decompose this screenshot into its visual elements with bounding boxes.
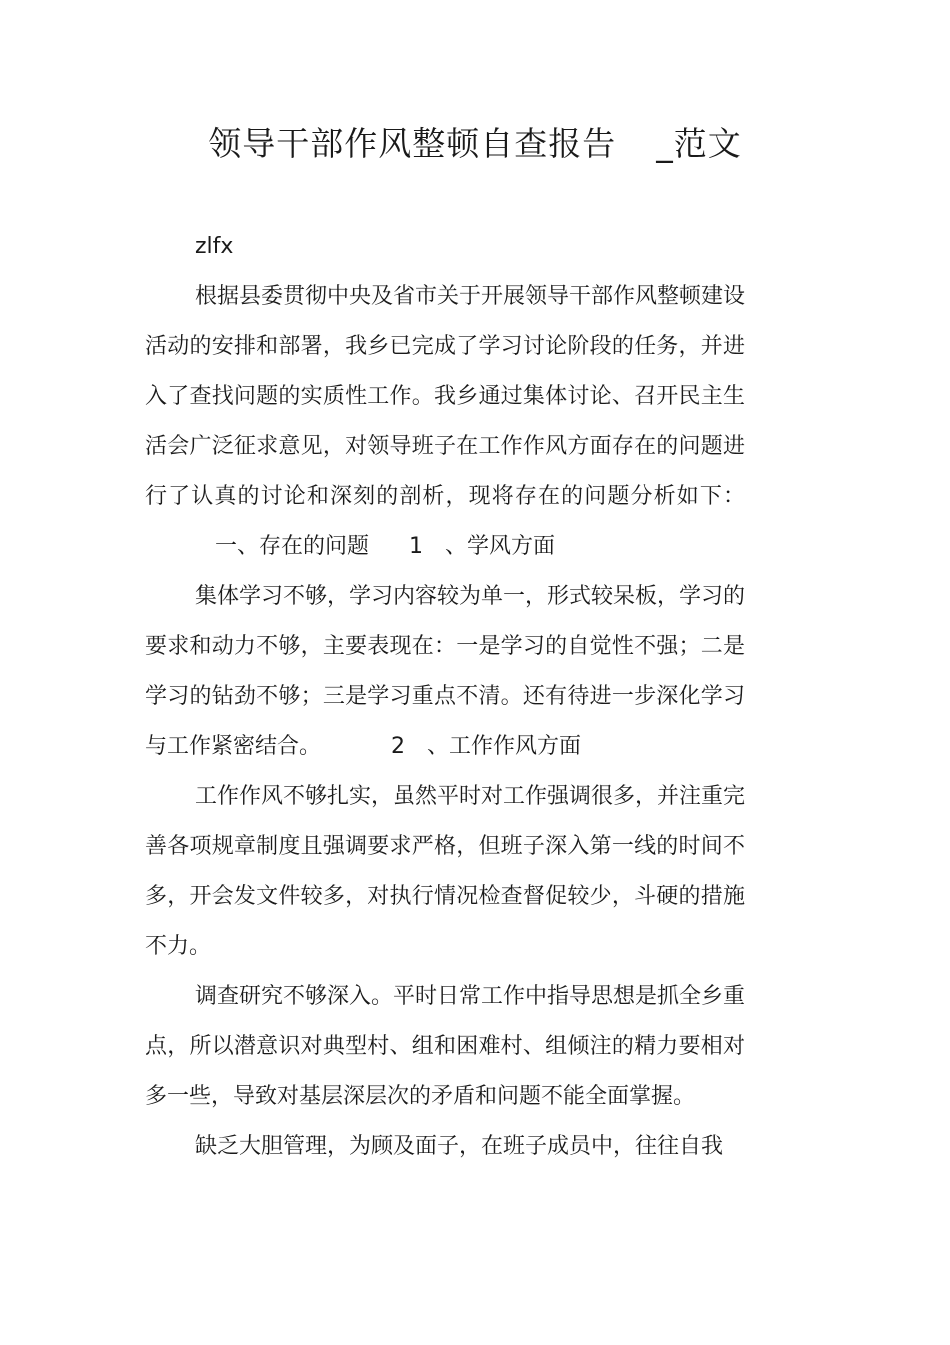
document-code: zlfx xyxy=(195,234,234,259)
paragraph-intro xyxy=(145,272,745,572)
heading-work-style: 、工作作风方面 xyxy=(427,734,582,759)
title-suffix: _范文 xyxy=(656,124,742,163)
document-body xyxy=(145,222,745,1172)
paragraph-management: 缺乏大胆管理，为顾及面子，在班子成员中，往往自我 xyxy=(195,1134,724,1159)
paragraph-work-style: 工作作风不够扎实，虽然平时对工作强调很多，并注重完善各项规章制度且强调要求严格，但班子深入第一线的时间不多，开会发文件较多，对执行情况检查督促较少，斗硬的措施不力。 xyxy=(145,784,746,959)
heading-number-1: 1 xyxy=(409,534,424,559)
study-text: 集体学习不够，学习内容较为单一，形式较呆板，学习的要求和动力不够，主要表现在：一是学习的自觉性不强；二是学习的钻劲不够；三是学习重点不清。还有待进一步深化学习与工作紧密结合。 xyxy=(145,584,746,759)
intro-text: 根据县委贯彻中央及省市关于开展领导干部作风整顿建设活动的安排和部署，我乡已完成了学习讨论阶段的任务，并进入了查找问题的实质性工作。我乡通过集体讨论、召开民主生活会广泛征求意见，对领导班子在工作作风方面存在的问题进行了认真的讨论和深刻的剖析，现将存在的问题分析如下： xyxy=(145,284,746,509)
heading-number-2: 2 xyxy=(391,734,406,759)
heading-problems: 一、存在的问题 xyxy=(215,534,370,559)
heading-study-style: 、学风方面 xyxy=(445,534,556,559)
document-title xyxy=(0,118,950,170)
paragraph-study xyxy=(145,572,745,772)
title-main: 领导干部作风整顿自查报告 xyxy=(208,124,617,163)
paragraph-research: 调查研究不够深入。平时日常工作中指导思想是抓全乡重点，所以潜意识对典型村、组和困难村、组倾注的精力要相对多一些，导致对基层深层次的矛盾和问题不能全面掌握。 xyxy=(145,984,746,1109)
